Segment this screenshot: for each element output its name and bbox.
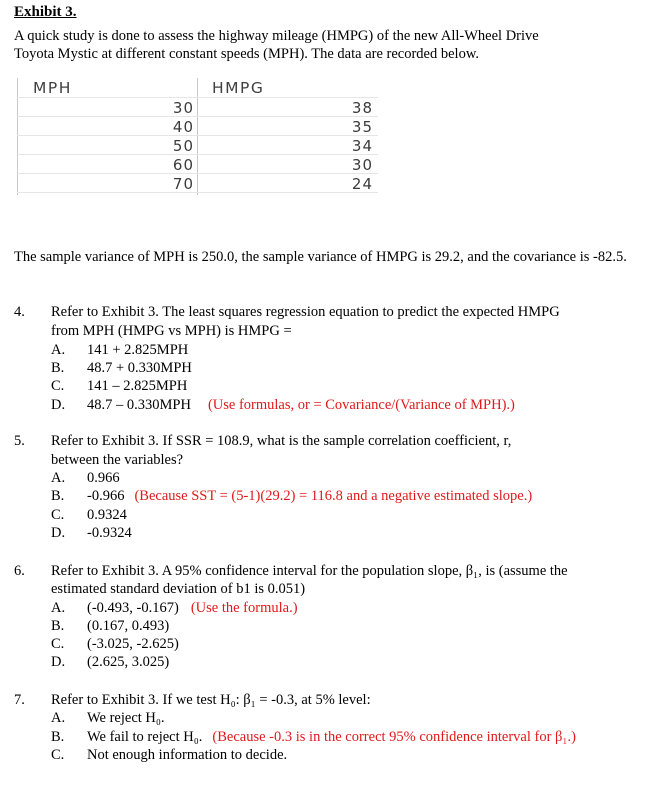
table-cell-mph: 70 bbox=[172, 175, 194, 193]
option-text: (2.625, 3.025) bbox=[87, 654, 170, 670]
table-cell-hmpg: 38 bbox=[351, 99, 373, 117]
answer-option bbox=[51, 747, 287, 764]
option-text: 0.966 bbox=[87, 470, 120, 486]
option-text: 0.9324 bbox=[87, 507, 127, 523]
option-letter: C. bbox=[51, 378, 65, 394]
answer-explanation: (Use the formula.) bbox=[190, 600, 298, 616]
option-letter: B. bbox=[51, 360, 65, 376]
option-text: (0.167, 0.493) bbox=[87, 618, 170, 634]
option-text: 48.7 – 0.330MPH bbox=[87, 397, 191, 413]
option-text: -0.9324 bbox=[87, 525, 132, 541]
answer-option bbox=[51, 470, 120, 487]
table-header-mph: MPH bbox=[33, 79, 72, 97]
question-number: 5. bbox=[14, 433, 25, 449]
option-letter: C. bbox=[51, 747, 65, 763]
question-number: 4. bbox=[14, 304, 25, 320]
option-text: We fail to reject H₀. bbox=[87, 729, 203, 745]
table-cell-mph: 30 bbox=[172, 99, 194, 117]
exhibit-title: Exhibit 3. bbox=[14, 4, 77, 20]
question-text-line: estimated standard deviation of b1 is 0.051) bbox=[51, 581, 306, 597]
data-table bbox=[17, 78, 378, 195]
answer-option bbox=[51, 488, 532, 505]
option-text: 141 – 2.825MPH bbox=[87, 378, 188, 394]
table-cell-hmpg: 24 bbox=[351, 175, 373, 193]
table-cell-mph: 60 bbox=[172, 156, 194, 174]
question-text-line: Refer to Exhibit 3. A 95% confidence interval for the population slope, β₁, is (assume the bbox=[51, 563, 568, 579]
option-letter: B. bbox=[51, 488, 65, 504]
option-text: We reject H₀. bbox=[87, 710, 165, 726]
question-number: 6. bbox=[14, 563, 25, 579]
table-cell-hmpg: 35 bbox=[351, 118, 373, 136]
exhibit-intro-line-1: A quick study is done to assess the highway mileage (HMPG) of the new All-Wheel Drive bbox=[14, 28, 539, 44]
answer-explanation: (Because -0.3 is in the correct 95% confidence interval for β₁.) bbox=[212, 729, 576, 745]
option-letter: D. bbox=[51, 525, 66, 541]
table-column-divider bbox=[197, 78, 198, 195]
answer-explanation: (Because SST = (5-1)(29.2) = 116.8 and a negative estimated slope.) bbox=[134, 488, 533, 504]
table-grid-line bbox=[17, 97, 378, 98]
answer-option bbox=[51, 397, 515, 414]
option-letter: D. bbox=[51, 654, 66, 670]
exhibit-statement: The sample variance of MPH is 250.0, the sample variance of HMPG is 29.2, and the covariance is -82.5. bbox=[14, 249, 627, 265]
option-letter: B. bbox=[51, 729, 65, 745]
option-letter: C. bbox=[51, 507, 65, 523]
answer-option bbox=[51, 618, 169, 635]
option-text: 141 + 2.825MPH bbox=[87, 342, 189, 358]
answer-option bbox=[51, 525, 132, 542]
option-letter: A. bbox=[51, 470, 66, 486]
option-letter: A. bbox=[51, 600, 66, 616]
answer-option bbox=[51, 507, 127, 524]
option-letter: C. bbox=[51, 636, 65, 652]
question-number: 7. bbox=[14, 692, 25, 708]
table-cell-hmpg: 34 bbox=[351, 137, 373, 155]
table-header-hmpg: HMPG bbox=[212, 79, 265, 97]
option-letter: B. bbox=[51, 618, 65, 634]
table-cell-mph: 40 bbox=[172, 118, 194, 136]
option-text: (-0.493, -0.167) bbox=[87, 600, 179, 616]
table-border-left bbox=[17, 78, 18, 195]
question-text-line: between the variables? bbox=[51, 452, 184, 468]
answer-option bbox=[51, 342, 188, 359]
answer-option bbox=[51, 378, 187, 395]
answer-option bbox=[51, 654, 169, 671]
exhibit-intro-line-2: Toyota Mystic at different constant speeds (MPH). The data are recorded below. bbox=[14, 46, 479, 62]
option-text: -0.966 bbox=[87, 488, 125, 504]
question-text-line: Refer to Exhibit 3. If SSR = 108.9, what is the sample correlation coefficient, r, bbox=[51, 433, 512, 449]
question-text-line: Refer to Exhibit 3. If we test H₀: β₁ = -0.3, at 5% level: bbox=[51, 692, 371, 708]
table-cell-hmpg: 30 bbox=[351, 156, 373, 174]
answer-option bbox=[51, 729, 576, 746]
answer-option bbox=[51, 710, 165, 727]
option-letter: A. bbox=[51, 342, 66, 358]
answer-option bbox=[51, 600, 298, 617]
option-letter: A. bbox=[51, 710, 66, 726]
answer-option bbox=[51, 360, 192, 377]
answer-option bbox=[51, 636, 179, 653]
table-cell-mph: 50 bbox=[172, 137, 194, 155]
option-text: (-3.025, -2.625) bbox=[87, 636, 179, 652]
answer-explanation: (Use formulas, or = Covariance/(Variance of MPH).) bbox=[207, 397, 515, 413]
option-letter: D. bbox=[51, 397, 66, 413]
question-text-line: Refer to Exhibit 3. The least squares regression equation to predict the expected HMPG bbox=[51, 304, 560, 320]
question-text-line: from MPH (HMPG vs MPH) is HMPG = bbox=[51, 323, 292, 339]
option-text: Not enough information to decide. bbox=[87, 747, 288, 763]
option-text: 48.7 + 0.330MPH bbox=[87, 360, 192, 376]
